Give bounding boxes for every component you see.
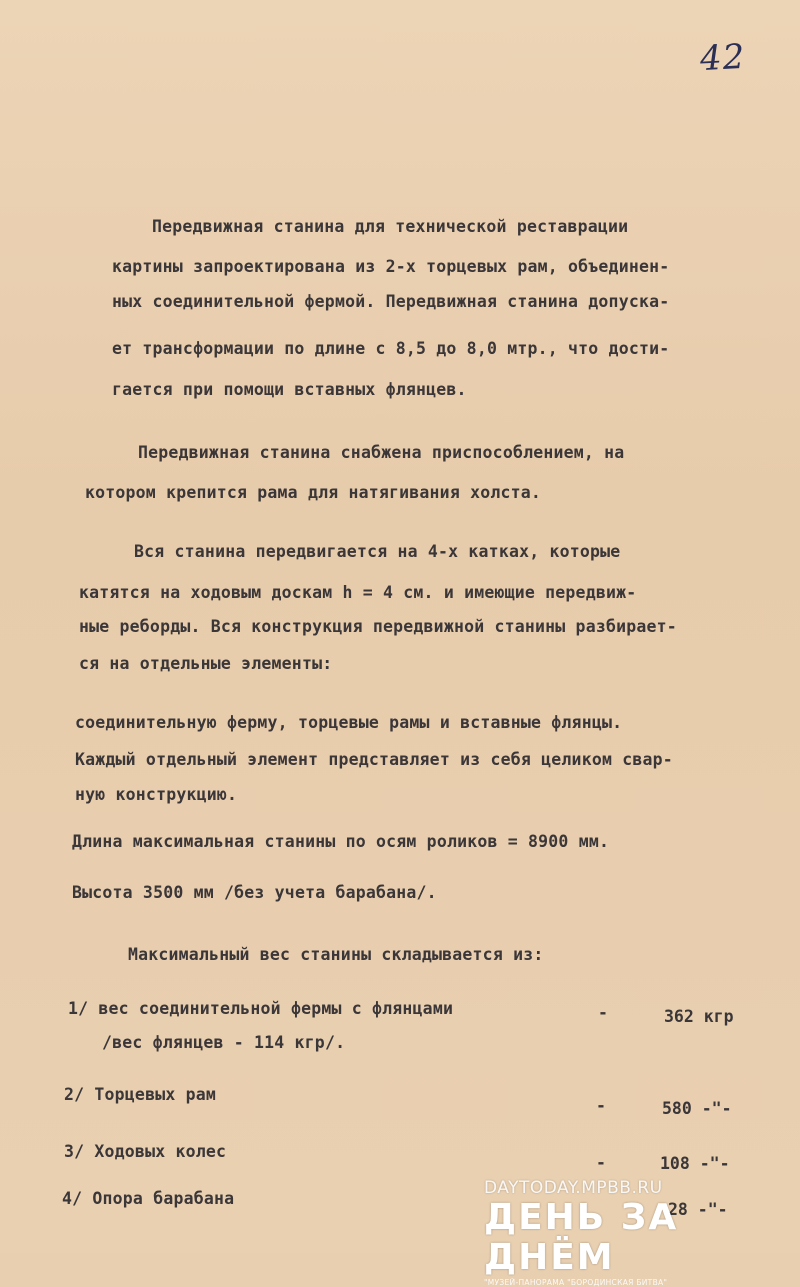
weight-item-note: /вес флянцев - 114 кгр/. (102, 1033, 346, 1052)
weight-item-label: 1/ вес соединительной фермы с флянцами (68, 999, 454, 1018)
weight-item-dash: - (598, 1003, 608, 1022)
watermark-url: DAYTODAY.MPBB.RU (484, 1178, 663, 1198)
text-line: Высота 3500 мм /без учета барабана/. (72, 883, 437, 902)
weight-item-value: 362 кгр (664, 1007, 734, 1026)
text-line: гается при помощи вставных флянцев. (112, 380, 467, 399)
text-line: ся на отдельные элементы: (79, 654, 333, 673)
text-line: соединительную ферму, торцевые рамы и вставные флянцы. (75, 713, 623, 732)
watermark-subtitle: "МУЗЕЙ-ПАНОРАМА "БОРОДИНСКАЯ БИТВА" (484, 1278, 668, 1287)
text-line: Максимальный вес станины складывается из: (128, 945, 544, 964)
text-line: Вся станина передвигается на 4-х катках, которые (134, 542, 621, 561)
watermark-logo: ДЕНЬ ЗА ДНЁМ (484, 1197, 679, 1278)
page-number: 42 (698, 36, 747, 80)
text-line: ную конструкцию. (75, 785, 238, 804)
text-line: Длина максимальная станины по осям роликов = 8900 мм. (72, 832, 610, 851)
weight-item-dash: - (596, 1096, 606, 1115)
watermark (484, 1178, 784, 1287)
text-line: картины запроектирована из 2-х торцевых рам, объединен- (112, 257, 670, 276)
weight-item-dash: - (596, 1153, 606, 1172)
text-line: Передвижная станина для технической реставрации (152, 217, 629, 236)
weight-item-value: 28 -"- (668, 1200, 728, 1219)
weight-item-label: 3/ Ходовых колес (64, 1142, 227, 1161)
weight-item-value: 580 -"- (662, 1099, 732, 1118)
weight-item-value: 108 -"- (660, 1154, 730, 1173)
weight-item-label: 4/ Опора барабана (62, 1189, 235, 1208)
text-line: Передвижная станина снабжена приспособлением, на (138, 443, 625, 462)
weight-item-label: 2/ Торцевых рам (64, 1085, 217, 1104)
text-line: ет трансформации по длине с 8,5 до 8,0 мтр., что дости- (112, 339, 670, 358)
text-line: Каждый отдельный элемент представляет из себя целиком свар- (75, 750, 673, 769)
text-line: ных соединительной фермой. Передвижная станина допуска- (112, 292, 670, 311)
text-line: катятся на ходовым доскам h = 4 см. и имеющие передвиж- (79, 583, 637, 602)
text-line: котором крепится рама для натягивания холста. (85, 483, 542, 502)
text-line: ные реборды. Вся конструкция передвижной станины разбирает- (79, 617, 677, 636)
